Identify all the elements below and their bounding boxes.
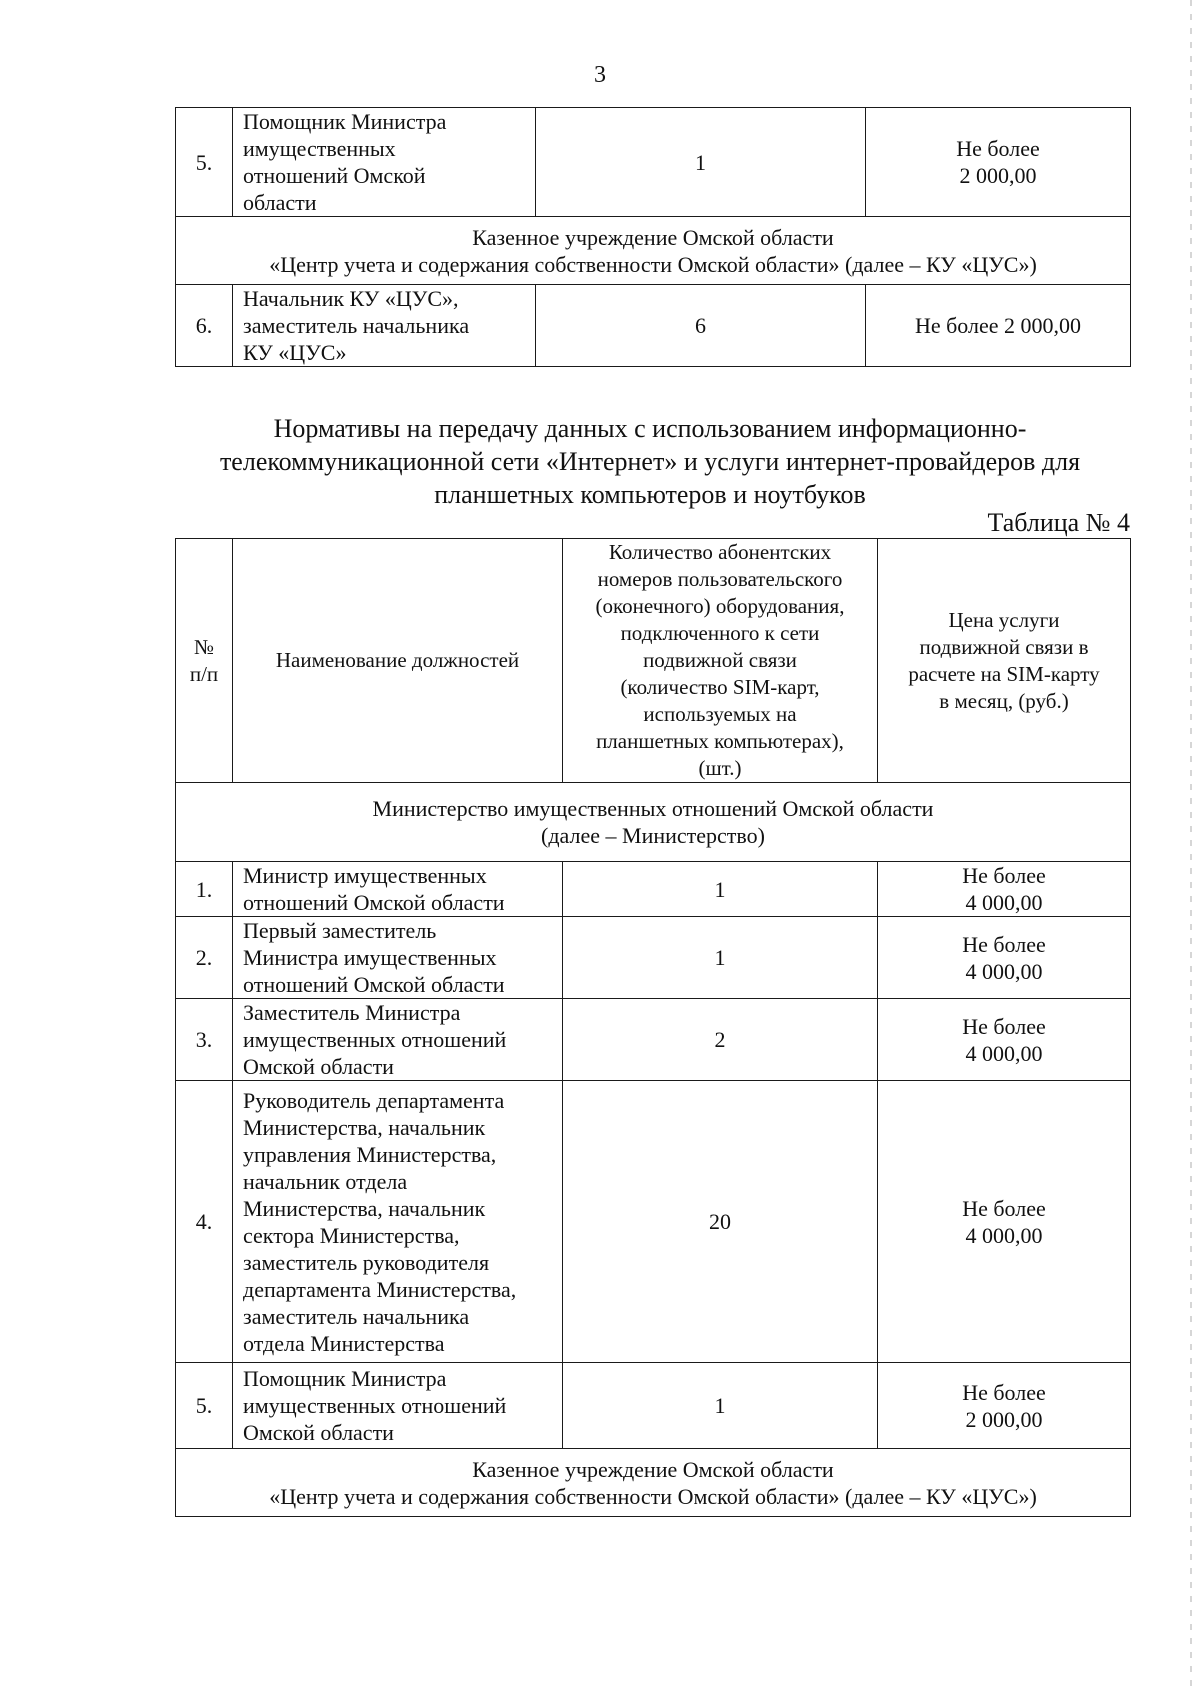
price-line: Не более: [962, 863, 1046, 888]
quantity-cell: 2: [563, 999, 878, 1081]
section-line: (далее – Министерство): [541, 823, 765, 848]
position-line: отношений Омской области: [243, 972, 505, 997]
position-cell: [233, 999, 563, 1081]
table-row: [176, 285, 1131, 367]
row-number: 3.: [176, 999, 233, 1081]
header-line: (оконечного) оборудования,: [595, 594, 845, 618]
row-number: 6.: [176, 285, 233, 367]
position-line: начальник отдела: [243, 1168, 408, 1194]
position-line: Министр имущественных: [243, 863, 487, 888]
section-title: [160, 412, 1140, 511]
header-quantity: [563, 539, 878, 783]
header-line: расчете на SIM-карту: [908, 661, 1100, 686]
row-number: 4.: [176, 1081, 233, 1363]
price-line: Не более: [962, 1195, 1046, 1221]
section-row: [176, 783, 1131, 862]
header-line: в месяц, (руб.): [939, 688, 1069, 713]
price-cell: [866, 285, 1131, 367]
position-line: отдела Министерства: [243, 1330, 445, 1356]
position-line: сектора Министерства,: [243, 1222, 460, 1248]
price-line: 2 000,00: [959, 163, 1037, 188]
top-table-body: [176, 108, 1131, 367]
position-line: Омской области: [243, 1420, 394, 1445]
position-line: Министра имущественных: [243, 945, 497, 970]
position-line: области: [243, 190, 317, 215]
position-line: Помощник Министра: [243, 1366, 447, 1391]
price-cell: [878, 1081, 1131, 1363]
position-line: заместитель руководителя: [243, 1249, 490, 1275]
top-table: [175, 107, 1131, 367]
header-position: Наименование должностей: [233, 539, 563, 783]
position-line: заместитель начальника: [243, 1303, 470, 1329]
section-line: «Центр учета и содержания собственности Омской области» (далее – КУ «ЦУС»): [269, 251, 1037, 277]
row-number: 1.: [176, 862, 233, 917]
price-cell: [878, 999, 1131, 1081]
table-4: [175, 538, 1131, 1517]
scan-edge-artifact: [1190, 0, 1192, 1686]
section-line: «Центр учета и содержания собственности Омской области» (далее – КУ «ЦУС»): [269, 1483, 1037, 1509]
position-line: отношений Омской: [243, 163, 426, 188]
price-cell: [878, 1363, 1131, 1449]
price-line: 4 000,00: [965, 958, 1043, 984]
price-line: 2 000,00: [965, 1406, 1043, 1432]
position-line: отношений Омской области: [243, 890, 505, 915]
position-line: имущественных отношений: [243, 1027, 507, 1052]
price-cell: [866, 108, 1131, 217]
price-line: 4 000,00: [965, 890, 1043, 915]
position-line: КУ «ЦУС»: [243, 340, 347, 365]
header-line: (шт.): [698, 756, 742, 780]
table-4-body: [176, 539, 1131, 1517]
table-row: [176, 862, 1131, 917]
section-cell: [176, 783, 1131, 862]
table-row: [176, 917, 1131, 999]
position-line: Первый заместитель: [243, 918, 437, 943]
position-cell: [233, 285, 536, 367]
position-line: Министерства, начальник: [243, 1195, 486, 1221]
quantity-cell: 1: [563, 1363, 878, 1449]
position-line: департамента Министерства,: [243, 1276, 517, 1302]
position-line: имущественных: [243, 136, 396, 161]
position-line: Начальник КУ «ЦУС»,: [243, 286, 459, 311]
section-row: [176, 217, 1131, 285]
price-line: 4 000,00: [965, 1222, 1043, 1248]
section-title-line: планшетных компьютеров и ноутбуков: [434, 480, 866, 509]
position-line: Омской области: [243, 1054, 394, 1079]
section-cell: [176, 217, 1131, 285]
section-line: Министерство имущественных отношений Омской области: [372, 796, 934, 821]
position-line: Помощник Министра: [243, 109, 447, 134]
quantity-cell: 6: [536, 285, 866, 367]
header-line: планшетных компьютерах),: [596, 729, 844, 753]
row-number: 2.: [176, 917, 233, 999]
header-line: п/п: [189, 661, 219, 686]
table-row: [176, 1363, 1131, 1449]
position-line: управления Министерства,: [243, 1141, 497, 1167]
position-cell: [233, 1363, 563, 1449]
position-line: заместитель начальника: [243, 313, 470, 338]
price-line: Не более: [962, 1013, 1046, 1039]
header-num: [176, 539, 233, 783]
header-price: [878, 539, 1131, 783]
section-cell: [176, 1449, 1131, 1517]
position-cell: [233, 1081, 563, 1363]
table-row: [176, 108, 1131, 217]
header-line: подключенного к сети: [620, 621, 820, 645]
header-line: номеров пользовательского: [597, 567, 843, 591]
header-line: подвижной связи в: [919, 634, 1089, 659]
header-line: Количество абонентских: [608, 540, 832, 564]
position-cell: [233, 917, 563, 999]
section-title-line: Нормативы на передачу данных с использованием информационно-: [273, 414, 1027, 443]
quantity-cell: 1: [563, 862, 878, 917]
section-row: [176, 1449, 1131, 1517]
price-line: Не более: [956, 136, 1040, 161]
header-line: используемых на: [643, 702, 797, 726]
position-line: Заместитель Министра: [243, 1000, 461, 1025]
price-line: Не более: [962, 1379, 1046, 1405]
quantity-cell: 1: [563, 917, 878, 999]
table-row: [176, 1081, 1131, 1363]
price-line: Не более 2 000,00: [914, 313, 1082, 338]
section-title-line: телекоммуникационной сети «Интернет» и услуги интернет-провайдеров для: [219, 447, 1081, 476]
header-row: [176, 539, 1131, 783]
price-line: Не более: [962, 931, 1046, 957]
position-cell: [233, 862, 563, 917]
row-number: 5.: [176, 108, 233, 217]
table-row: [176, 999, 1131, 1081]
section-line: Казенное учреждение Омской области: [472, 1456, 834, 1482]
price-line: 4 000,00: [965, 1040, 1043, 1066]
row-number: 5.: [176, 1363, 233, 1449]
header-line: №: [193, 634, 215, 659]
position-line: Руководитель департамента: [243, 1087, 505, 1113]
header-line: Цена услуги: [948, 607, 1060, 632]
position-line: имущественных отношений: [243, 1393, 507, 1418]
position-cell: [233, 108, 536, 217]
price-cell: [878, 917, 1131, 999]
header-line: подвижной связи: [643, 648, 797, 672]
position-line: Министерства, начальник: [243, 1114, 486, 1140]
section-line: Казенное учреждение Омской области: [472, 224, 834, 250]
table-label: Таблица № 4: [987, 508, 1130, 537]
quantity-cell: 1: [536, 108, 866, 217]
quantity-cell: 20: [563, 1081, 878, 1363]
page-number: 3: [594, 62, 606, 88]
price-cell: [878, 862, 1131, 917]
header-line: (количество SIM-карт,: [620, 675, 820, 699]
